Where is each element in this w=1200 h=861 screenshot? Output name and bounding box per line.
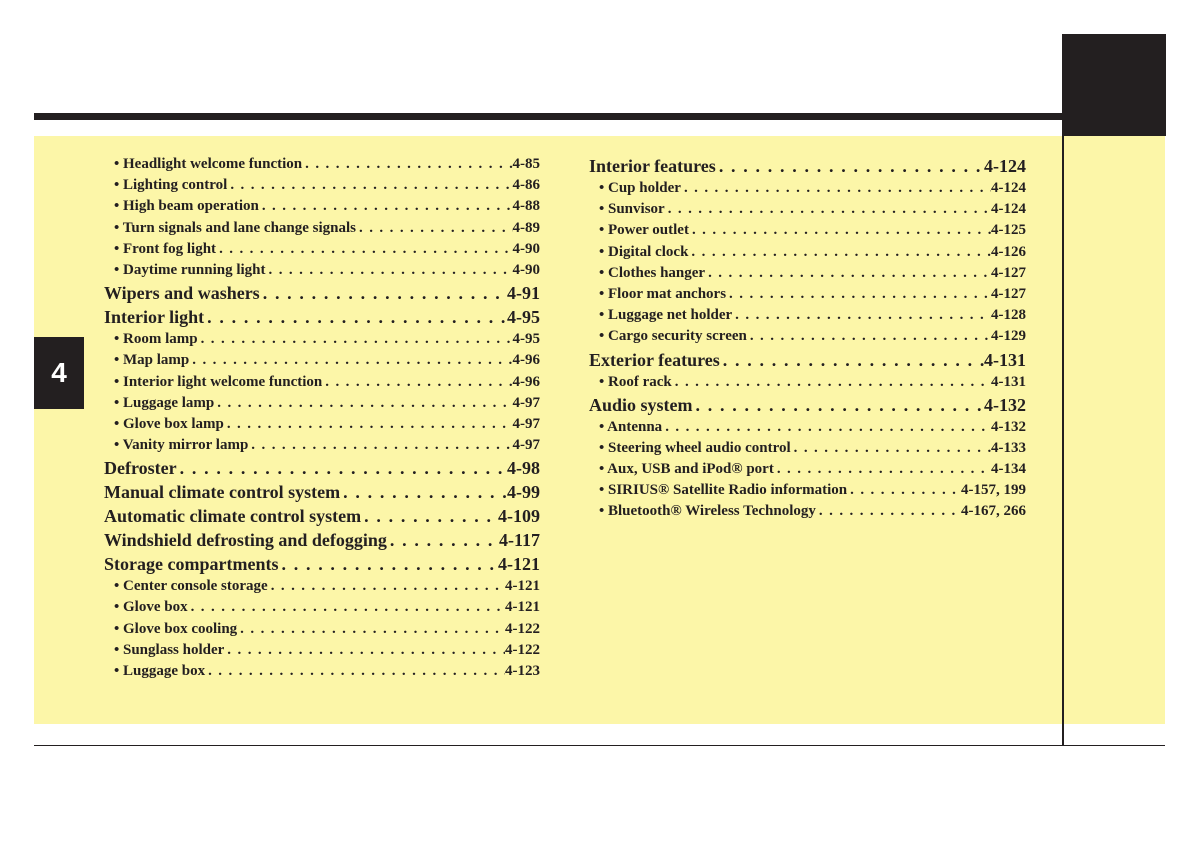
toc-entry-label: • Bluetooth® Wireless Technology [599, 503, 816, 520]
toc-entry-label: Interior light [104, 307, 205, 328]
toc-entry-label: Manual climate control system [104, 482, 341, 503]
toc-entry-label: • Floor mat anchors [599, 285, 727, 302]
toc-entry-label: • Center console storage [114, 578, 268, 595]
toc-section-entry[interactable] [104, 480, 540, 504]
toc-entry-label: • Vanity mirror lamp [114, 437, 249, 454]
toc-entry-label: • SIRIUS® Satellite Radio information [599, 482, 848, 499]
toc-entry-page: 4-123 [505, 663, 540, 679]
toc-entry-page: 4-132 [991, 418, 1026, 435]
toc-entry-label: • Cup holder [599, 180, 681, 196]
toc-entry-page: 4-167, 266 [961, 503, 1026, 520]
toc-entry-page: 4-124 [991, 201, 1026, 218]
dot-leader [681, 178, 991, 199]
dot-leader [260, 281, 507, 305]
toc-section-entry[interactable] [104, 552, 540, 576]
dot-leader [340, 480, 507, 504]
toc-subsection-entry[interactable] [589, 501, 1026, 522]
toc-entry-label: • Power outlet [599, 222, 689, 239]
toc-section-entry[interactable] [589, 154, 1026, 178]
dot-leader [204, 305, 507, 329]
toc-subsection-entry[interactable] [104, 239, 540, 260]
dot-leader [726, 284, 991, 305]
dot-leader [665, 199, 991, 220]
toc-entry-page: 4-86 [512, 177, 540, 194]
toc-entry-page: 4-85 [512, 156, 540, 172]
dot-leader [387, 528, 499, 552]
toc-section-entry[interactable] [104, 281, 540, 305]
chapter-corner-block [1062, 34, 1166, 136]
toc-entry-page: 4-127 [991, 285, 1026, 302]
dot-leader [224, 640, 505, 661]
toc-entry-page: 4-95 [512, 331, 540, 348]
toc-entry-label: • High beam operation [114, 198, 259, 215]
dot-leader [774, 459, 991, 480]
toc-entry-label: • Glove box lamp [114, 415, 224, 432]
toc-entry-label: • Cargo security screen [599, 328, 747, 345]
toc-entry-page: 4-91 [507, 283, 540, 304]
dot-leader [322, 372, 512, 393]
toc-entry-page: 4-96 [512, 373, 540, 390]
toc-entry-page: 4-97 [512, 437, 540, 454]
toc-entry-label: • Luggage net holder [599, 307, 733, 324]
toc-entry-label: • Map lamp [114, 352, 190, 369]
toc-entry-page: 4-97 [512, 394, 540, 411]
toc-entry-label: • Headlight welcome function [114, 156, 303, 172]
dot-leader [266, 260, 513, 281]
margin-rule [1062, 136, 1064, 746]
toc-entry-page: 4-124 [984, 156, 1026, 176]
toc-section-entry[interactable] [104, 456, 540, 480]
toc-entry-page: 4-131 [984, 349, 1026, 370]
toc-subsection-entry[interactable] [589, 438, 1026, 459]
dot-leader [188, 597, 505, 618]
toc-subsection-entry[interactable] [104, 619, 540, 640]
toc-entry-label: • Sunvisor [599, 201, 665, 218]
dot-leader [189, 350, 512, 371]
toc-entry-label: • Glove box cooling [114, 620, 238, 637]
toc-entry-page: 4-134 [991, 461, 1026, 478]
toc-entry-page: 4-124 [991, 180, 1026, 196]
toc-subsection-entry[interactable] [104, 175, 540, 196]
dot-leader [662, 417, 991, 438]
toc-right-column [589, 154, 1026, 523]
toc-subsection-entry[interactable] [589, 459, 1026, 480]
toc-entry-page: 4-121 [498, 554, 540, 575]
toc-entry-page: 4-121 [505, 578, 540, 595]
dot-leader [693, 393, 984, 417]
toc-entry-page: 4-117 [498, 530, 540, 551]
toc-entry-label: • Sunglass holder [114, 641, 225, 658]
toc-subsection-entry[interactable] [589, 417, 1026, 438]
dot-leader [198, 329, 513, 350]
toc-entry-page: 4-127 [991, 264, 1026, 281]
toc-subsection-entry[interactable] [104, 260, 540, 281]
toc-entry-page: 4-121 [505, 599, 540, 616]
toc-entry-page: 4-109 [498, 506, 540, 527]
toc-entry-page: 4-125 [991, 222, 1026, 239]
toc-subsection-entry[interactable] [589, 480, 1026, 501]
toc-entry-label: Windshield defrosting and defogging [104, 530, 387, 551]
toc-entry-label: • Luggage box [114, 663, 206, 679]
dot-leader [237, 619, 505, 640]
toc-entry-label: Defroster [104, 458, 177, 479]
toc-entry-label: Audio system [589, 394, 693, 415]
dot-leader [302, 154, 512, 175]
toc-entry-label: Interior features [589, 156, 716, 176]
dot-leader [205, 661, 505, 682]
toc-entry-label: Automatic climate control system [104, 506, 362, 527]
toc-section-entry[interactable] [104, 528, 540, 552]
toc-left-column [104, 154, 540, 682]
dot-leader [720, 348, 984, 372]
dot-leader [716, 154, 984, 178]
dot-leader [847, 480, 961, 501]
toc-entry-label: • Aux, USB and iPod® port [599, 461, 774, 478]
toc-subsection-entry[interactable] [104, 435, 540, 456]
toc-section-entry[interactable] [104, 504, 540, 528]
bottom-rule [34, 745, 1165, 746]
toc-subsection-entry[interactable] [104, 597, 540, 618]
dot-leader [177, 456, 507, 480]
toc-subsection-entry[interactable] [104, 196, 540, 217]
toc-subsection-entry[interactable] [589, 372, 1026, 393]
toc-subsection-entry[interactable] [104, 329, 540, 350]
toc-entry-label: • Luggage lamp [114, 394, 215, 411]
toc-entry-label: • Turn signals and lane change signals [114, 219, 357, 236]
toc-subsection-entry[interactable] [104, 218, 540, 239]
toc-entry-page: 4-90 [512, 240, 540, 257]
toc-entry-page: 4-88 [512, 198, 540, 215]
dot-leader [259, 196, 513, 217]
toc-entry-label: • Antenna [599, 418, 663, 435]
dot-leader [747, 326, 991, 347]
dot-leader [791, 438, 991, 459]
toc-entry-page: 4-126 [991, 243, 1026, 260]
toc-entry-label: • Room lamp [114, 331, 198, 348]
toc-subsection-entry[interactable] [589, 178, 1026, 199]
dot-leader [672, 372, 991, 393]
toc-subsection-entry[interactable] [589, 263, 1026, 284]
dot-leader [227, 175, 512, 196]
toc-entry-page: 4-122 [505, 641, 540, 658]
dot-leader [214, 393, 512, 414]
toc-subsection-entry[interactable] [104, 576, 540, 597]
dot-leader [705, 263, 991, 284]
toc-entry-label: Exterior features [589, 349, 720, 370]
dot-leader [689, 220, 991, 241]
dot-leader [268, 576, 505, 597]
toc-subsection-entry[interactable] [589, 242, 1026, 263]
dot-leader [216, 239, 512, 260]
toc-section-entry[interactable] [589, 348, 1026, 372]
chapter-number-tab: 4 [34, 337, 84, 409]
toc-section-entry[interactable] [589, 393, 1026, 417]
toc-entry-page: 4-157, 199 [961, 482, 1026, 499]
toc-entry-label: • Lighting control [114, 177, 228, 194]
dot-leader [224, 414, 513, 435]
toc-entry-page: 4-97 [512, 415, 540, 432]
toc-entry-label: • Clothes hanger [599, 264, 706, 281]
toc-entry-label: Storage compartments [104, 554, 279, 575]
top-rule [34, 113, 1063, 120]
toc-entry-page: 4-131 [991, 373, 1026, 390]
toc-subsection-entry[interactable] [589, 326, 1026, 347]
dot-leader [278, 552, 498, 576]
toc-entry-page: 4-96 [512, 352, 540, 369]
toc-subsection-entry[interactable] [104, 414, 540, 435]
toc-subsection-entry[interactable] [589, 199, 1026, 220]
toc-subsection-entry[interactable] [104, 372, 540, 393]
dot-leader [356, 218, 512, 239]
dot-leader [816, 501, 961, 522]
dot-leader [732, 305, 991, 326]
toc-entry-label: • Front fog light [114, 240, 217, 257]
toc-subsection-entry[interactable] [104, 661, 540, 682]
toc-entry-page: 4-132 [984, 394, 1026, 415]
dot-leader [248, 435, 512, 456]
toc-subsection-entry[interactable] [104, 393, 540, 414]
toc-subsection-entry[interactable] [104, 154, 540, 175]
toc-subsection-entry[interactable] [589, 305, 1026, 326]
toc-entry-page: 4-99 [507, 482, 540, 503]
toc-entry-page: 4-133 [991, 439, 1026, 456]
toc-entry-page: 4-90 [512, 261, 540, 278]
toc-entry-label: Wipers and washers [104, 283, 260, 304]
toc-section-entry[interactable] [104, 305, 540, 329]
toc-subsection-entry[interactable] [104, 350, 540, 371]
dot-leader [361, 504, 498, 528]
toc-subsection-entry[interactable] [104, 640, 540, 661]
dot-leader [688, 242, 991, 263]
toc-entry-label: • Daytime running light [114, 261, 266, 278]
toc-subsection-entry[interactable] [589, 220, 1026, 241]
toc-entry-page: 4-129 [991, 328, 1026, 345]
toc-entry-page: 4-98 [507, 458, 540, 479]
toc-entry-label: • Glove box [114, 599, 188, 616]
toc-entry-label: • Interior light welcome function [114, 373, 323, 390]
toc-subsection-entry[interactable] [589, 284, 1026, 305]
toc-entry-page: 4-122 [505, 620, 540, 637]
toc-entry-page: 4-128 [991, 307, 1026, 324]
toc-entry-label: • Roof rack [599, 373, 672, 390]
toc-entry-label: • Steering wheel audio control [599, 439, 791, 456]
toc-entry-label: • Digital clock [599, 243, 689, 260]
toc-entry-page: 4-89 [512, 219, 540, 236]
toc-entry-page: 4-95 [507, 307, 540, 328]
